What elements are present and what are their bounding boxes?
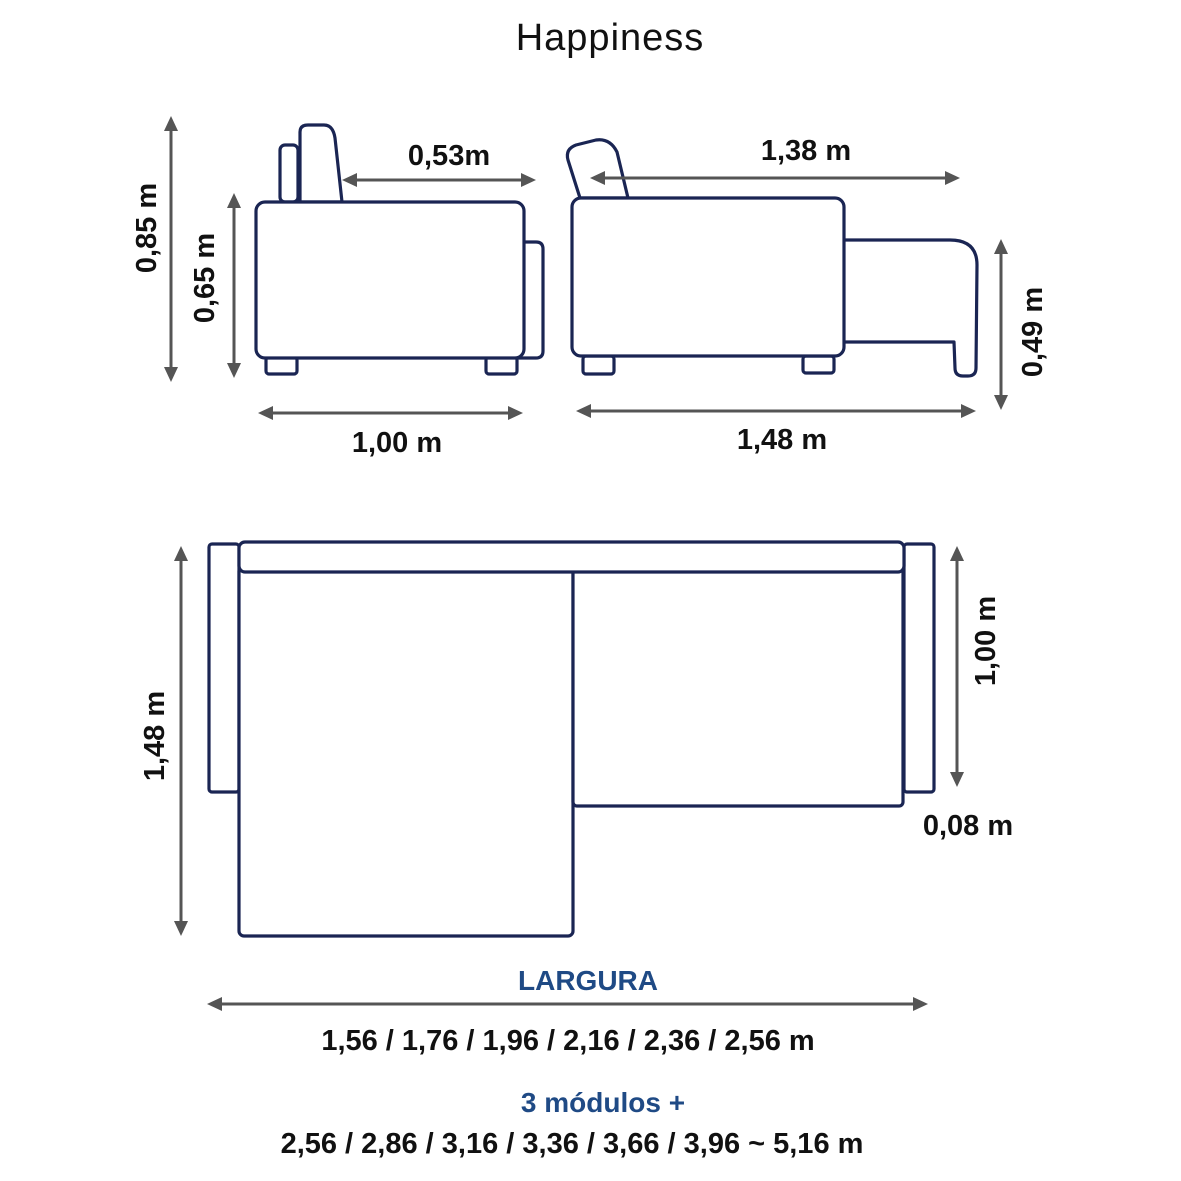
- top-view-drawing: [209, 542, 934, 936]
- armrest-left: [209, 544, 239, 792]
- dim-depth-arrow: [258, 406, 523, 420]
- dim-chaise-length-label: 1,48 m: [139, 690, 171, 782]
- dim-width-arrow: [207, 997, 928, 1011]
- modules-options: 2,56 / 2,86 / 3,16 / 3,36 / 3,66 / 3,96 ~ 5,16 m: [280, 1128, 864, 1160]
- side-seat-body: [256, 202, 524, 358]
- diagram-title: Happiness: [515, 17, 705, 59]
- dim-total-height-label: 0,85 m: [131, 182, 163, 274]
- armrest-right: [904, 544, 934, 792]
- dim-extended-label: 1,38 m: [760, 135, 852, 167]
- extended-footrest: [842, 240, 977, 376]
- width-heading: LARGURA: [518, 965, 658, 996]
- dim-backrest-arrow: [342, 173, 536, 187]
- dim-backrest-label: 0,53m: [407, 140, 491, 172]
- chaise-foot-right: [803, 356, 834, 373]
- headrest-small: [280, 145, 298, 202]
- dim-footrest-arrow: [994, 239, 1008, 410]
- headrest-cushion: [300, 125, 342, 202]
- dim-chaise-length-arrow: [174, 546, 188, 936]
- dim-extended-arrow: [590, 171, 960, 185]
- reclined-headrest: [567, 140, 628, 198]
- dim-seat-depth-label: 1,00 m: [970, 595, 1002, 687]
- dim-total-length-arrow: [576, 404, 976, 418]
- chaise-seat: [239, 566, 573, 936]
- width-options: 1,56 / 1,76 / 1,96 / 2,16 / 2,36 / 2,56 m: [321, 1025, 815, 1057]
- side-view-drawing: [256, 125, 543, 374]
- dim-depth-label: 1,00 m: [351, 427, 443, 459]
- dim-seat-height-arrow: [227, 193, 241, 378]
- chaise-foot-left: [583, 356, 614, 374]
- dim-footrest-label: 0,49 m: [1017, 286, 1049, 378]
- dim-armrest-label: 0,08 m: [922, 810, 1014, 842]
- chaise-side-drawing: [567, 140, 977, 376]
- dim-total-length-label: 1,48 m: [736, 424, 828, 456]
- main-seat: [573, 566, 903, 806]
- backrest-top: [239, 542, 904, 572]
- modules-heading: 3 módulos +: [520, 1087, 686, 1118]
- dim-total-height-arrow: [164, 116, 178, 382]
- chaise-seat-body: [572, 198, 844, 356]
- dim-seat-height-label: 0,65 m: [189, 232, 221, 324]
- dim-seat-depth-arrow: [950, 546, 964, 787]
